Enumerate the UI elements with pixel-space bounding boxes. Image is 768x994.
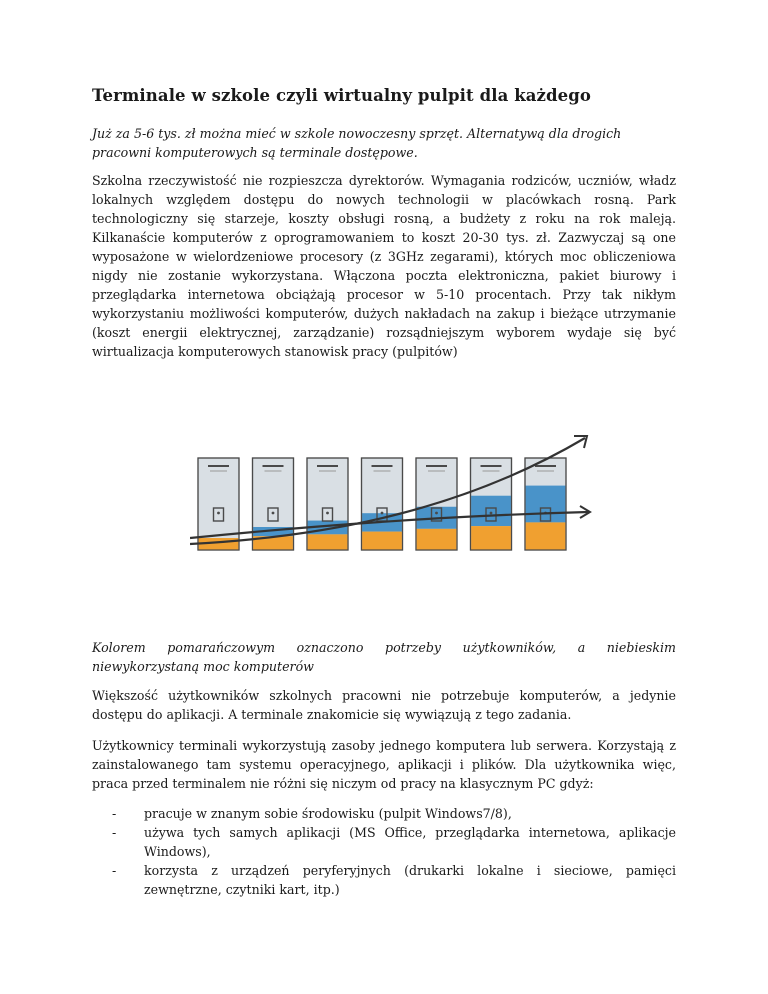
body-paragraph-3: Użytkownicy terminali wykorzystują zasoby jednego komputera lub serwera. Korzystają z zainstalowanego tam systemu operacyjnego, aplikacji i plików. Dla użytkownika więc, praca przed terminalem nie różni się niczym od pracy na klasycznym PC gdyż: (92, 738, 676, 791)
article-title: Terminale w szkole czyli wirtualny pulpit dla każdego (92, 86, 591, 105)
power-led (217, 512, 220, 515)
power-led (381, 512, 384, 515)
body-paragraph-1: Szkolna rzeczywistość nie rozpieszcza dyrektorów. Wymagania rodziców, uczniów, władz lokalnych względem dostępu do nowych technologii w placówkach rosną. Park technologiczny się starzeje, koszty obsługi rosną, a budżety z roku na rok maleją. Kilkanaście komputerów z oprogramowaniem to koszt 20-30 tys. zł. Zazwyczaj są one wyposażone w wielordzeniowe procesory (z 3GHz zegarami), których moc obliczeniowa nigdy nie zostanie wykorzystana. Włączona poczta elektroniczna, pakiet biurowy i przeglądarka internetowa obciążają procesor w 5-10 procentach. Przy tak nikłym wykorzystaniu możliwości komputerów, dużych nakładach na zakup i bieżące utrzymanie (koszt energii elektrycznej, zarządzanie) rozsądniejszym wyborem wydaje się być wirtualizacja komputerowych stanowisk pracy (pulpitów) (92, 173, 676, 359)
caption-word: niebieskim (606, 640, 676, 655)
computer-towers-illustration (190, 426, 600, 558)
power-led (326, 512, 329, 515)
caption-word: użytkowników, (462, 640, 557, 655)
figure-caption (92, 638, 676, 676)
unused-power-fill (526, 486, 566, 523)
list-item (92, 823, 676, 861)
feature-list (92, 804, 676, 899)
caption-line-1 (92, 638, 676, 657)
caption-word: a (577, 640, 586, 655)
list-item-text: korzysta z urządzeń peryferyjnych (drukarki lokalne i sieciowe, pamięci zewnętrzne, czytniki kart, itp.) (144, 863, 676, 897)
body-paragraph-2: Większość użytkowników szkolnych pracowni nie potrzebuje komputerów, a jedynie dostępu do aplikacji. A terminale znakomicie się wywiązują z tego zadania. (92, 688, 676, 722)
list-bullet: - (112, 806, 117, 821)
user-needs-fill (526, 522, 566, 550)
list-bullet: - (112, 863, 117, 878)
caption-word: Kolorem (92, 640, 146, 655)
caption-word: pomarańczowym (167, 640, 276, 655)
power-led (435, 512, 438, 515)
caption-word: oznaczono (296, 640, 364, 655)
caption-word: potrzeby (385, 640, 442, 655)
list-item (92, 861, 676, 899)
user-needs-fill (417, 529, 457, 550)
user-needs-fill (362, 532, 402, 550)
caption-line-2: niewykorzystaną moc komputerów (92, 659, 314, 674)
user-needs-fill (471, 526, 511, 550)
user-needs-fill (308, 534, 348, 550)
list-item-text: używa tych samych aplikacji (MS Office, przeglądarka internetowa, aplikacje Windows), (144, 825, 676, 859)
list-item (92, 804, 676, 823)
power-led (490, 512, 493, 515)
lead-paragraph: Już za 5-6 tys. zł można mieć w szkole nowoczesny sprzęt. Alternatywą dla drogich pracowni komputerowych są terminale dostępowe. (92, 126, 622, 160)
list-item-text: pracuje w znanym sobie środowisku (pulpit Windows7/8), (144, 806, 512, 821)
list-bullet: - (112, 825, 117, 840)
power-led (272, 512, 275, 515)
